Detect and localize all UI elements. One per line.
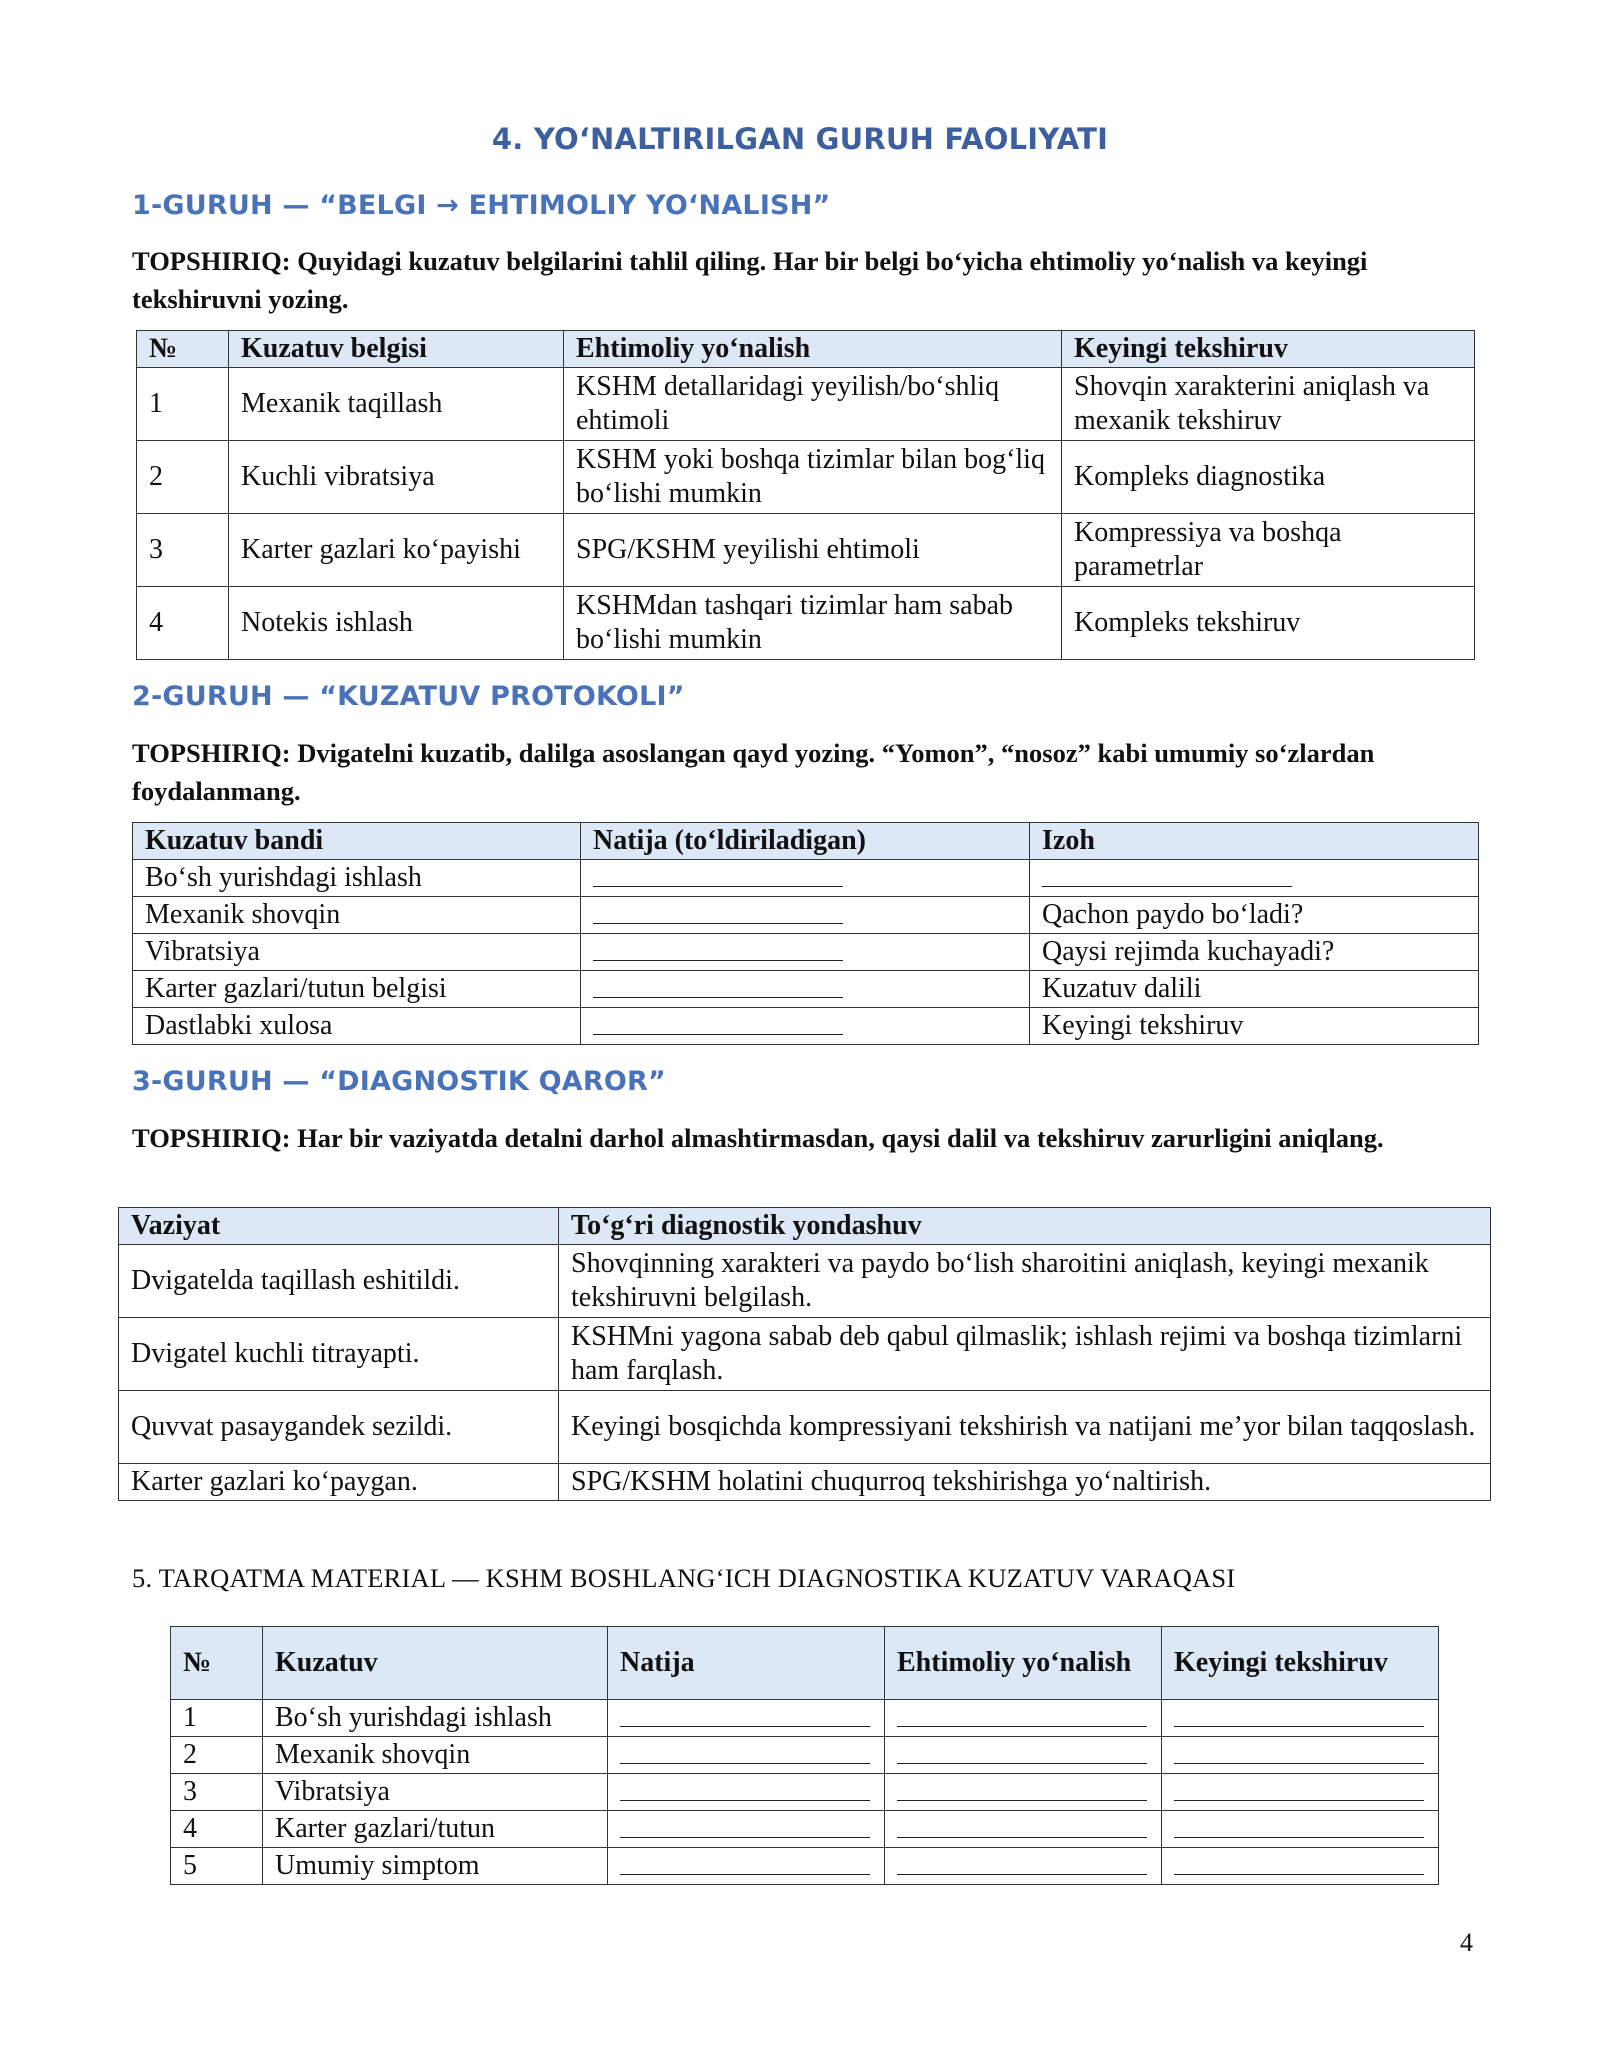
table-cell: SPG/KSHM holatini chuqurroq tekshirishga yo‘naltirish. [559, 1464, 1491, 1501]
table-row [171, 1700, 1439, 1737]
table-header-row [119, 1208, 1491, 1245]
group-1-table [136, 330, 1475, 660]
table-cell: Shovqin xarakterini aniqlash va mexanik tekshiruv [1062, 368, 1475, 441]
table-cell: Kompleks tekshiruv [1062, 587, 1475, 660]
task-label: TOPSHIRIQ: [132, 1123, 291, 1153]
table-cell: KSHMdan tashqari tizimlar ham sabab bo‘lishi mumkin [564, 587, 1062, 660]
table-cell: Karter gazlari ko‘payishi [229, 514, 564, 587]
blank-field[interactable] [581, 934, 1030, 971]
table-cell: 1 [137, 368, 229, 441]
column-header: Keyingi tekshiruv [1162, 1627, 1439, 1700]
table-cell: Kompressiya va boshqa parametrlar [1062, 514, 1475, 587]
blank-field[interactable] [608, 1700, 885, 1737]
table-cell: Karter gazlari ko‘paygan. [119, 1464, 559, 1501]
table-cell: 2 [171, 1737, 263, 1774]
blank-field[interactable] [581, 971, 1030, 1008]
table-cell: Kuchli vibratsiya [229, 441, 564, 514]
table-row [119, 1391, 1491, 1464]
task-label: TOPSHIRIQ: [132, 738, 291, 768]
table-cell: Bo‘sh yurishdagi ishlash [133, 860, 581, 897]
task-text: Dvigatelni kuzatib, dalilga asoslangan qayd yozing. “Yomon”, “nosoz” kabi umumiy so‘zlardan foydalanmang. [132, 738, 1375, 806]
section-5-table [170, 1626, 1439, 1885]
table-cell: Mexanik taqillash [229, 368, 564, 441]
table-cell: KSHM yoki boshqa tizimlar bilan bog‘liq bo‘lishi mumkin [564, 441, 1062, 514]
table-row [171, 1774, 1439, 1811]
table-cell: Notekis ishlash [229, 587, 564, 660]
table-cell: Kuzatuv dalili [1030, 971, 1479, 1008]
table-cell: Dvigatelda taqillash eshitildi. [119, 1245, 559, 1318]
table-cell: Quvvat pasaygandek sezildi. [119, 1391, 559, 1464]
blank-field[interactable] [885, 1737, 1162, 1774]
column-header: Natija (to‘ldiriladigan) [581, 823, 1030, 860]
column-header: № [171, 1627, 263, 1700]
table-row [137, 441, 1475, 514]
table-cell: Vibratsiya [133, 934, 581, 971]
table-row [119, 1245, 1491, 1318]
table-cell: Dastlabki xulosa [133, 1008, 581, 1045]
table-row [133, 897, 1479, 934]
table-cell: Qachon paydo bo‘ladi? [1030, 897, 1479, 934]
task-label: TOPSHIRIQ: [132, 246, 291, 276]
table-cell: Qaysi rejimda kuchayadi? [1030, 934, 1479, 971]
table-cell: 2 [137, 441, 229, 514]
table-cell: KSHMni yagona sabab deb qabul qilmaslik; ishlash rejimi va boshqa tizimlarni ham farqlash. [559, 1318, 1491, 1391]
column-header: Vaziyat [119, 1208, 559, 1245]
table-row [119, 1464, 1491, 1501]
column-header: Keyingi tekshiruv [1062, 331, 1475, 368]
table-cell: Bo‘sh yurishdagi ishlash [263, 1700, 608, 1737]
table-cell: KSHM detallaridagi yeyilish/bo‘shliq ehtimoli [564, 368, 1062, 441]
table-header-row [137, 331, 1475, 368]
table-cell: 1 [171, 1700, 263, 1737]
blank-field[interactable] [1162, 1737, 1439, 1774]
table-cell: Karter gazlari/tutun belgisi [133, 971, 581, 1008]
task-text: Har bir vaziyatda detalni darhol almashtirmasdan, qaysi dalil va tekshiruv zarurligini aniqlang. [290, 1123, 1384, 1153]
blank-field[interactable] [608, 1811, 885, 1848]
table-cell: Umumiy simptom [263, 1848, 608, 1885]
blank-field[interactable] [1030, 860, 1479, 897]
group-2-title: 2-GURUH — “KUZATUV PROTOKOLI” [132, 681, 685, 712]
table-cell: Kompleks diagnostika [1062, 441, 1475, 514]
table-cell: 4 [171, 1811, 263, 1848]
column-header: Kuzatuv [263, 1627, 608, 1700]
table-cell: Karter gazlari/tutun [263, 1811, 608, 1848]
blank-field[interactable] [1162, 1848, 1439, 1885]
group-1-title: 1-GURUH — “BELGI → EHTIMOLIY YO‘NALISH” [132, 190, 831, 221]
table-cell: Keyingi tekshiruv [1030, 1008, 1479, 1045]
group-3-table [118, 1207, 1491, 1501]
table-cell: 3 [137, 514, 229, 587]
table-row [171, 1811, 1439, 1848]
blank-field[interactable] [885, 1774, 1162, 1811]
table-cell: Keyingi bosqichda kompressiyani tekshirish va natijani me’yor bilan taqqoslash. [559, 1391, 1491, 1464]
column-header: To‘g‘ri diagnostik yondashuv [559, 1208, 1491, 1245]
table-row [171, 1848, 1439, 1885]
table-row [133, 971, 1479, 1008]
table-row [133, 860, 1479, 897]
section-5-title: 5. TARQATMA MATERIAL — KSHM BOSHLANG‘ICH DIAGNOSTIKA KUZATUV VARAQASI [132, 1563, 1236, 1593]
table-header-row [133, 823, 1479, 860]
group-3-title: 3-GURUH — “DIAGNOSTIK QAROR” [132, 1066, 666, 1097]
page-number: 4 [1460, 1928, 1473, 1957]
table-cell: SPG/KSHM yeyilishi ehtimoli [564, 514, 1062, 587]
blank-field[interactable] [1162, 1774, 1439, 1811]
blank-field[interactable] [581, 897, 1030, 934]
table-header-row [171, 1627, 1439, 1700]
column-header: Natija [608, 1627, 885, 1700]
column-header: Kuzatuv belgisi [229, 331, 564, 368]
table-cell: 5 [171, 1848, 263, 1885]
table-cell: Mexanik shovqin [133, 897, 581, 934]
blank-field[interactable] [885, 1848, 1162, 1885]
column-header: № [137, 331, 229, 368]
group-2-table [132, 822, 1479, 1045]
group-2-task [132, 734, 1472, 810]
table-cell: Mexanik shovqin [263, 1737, 608, 1774]
blank-field[interactable] [608, 1848, 885, 1885]
blank-field[interactable] [885, 1700, 1162, 1737]
table-cell: 3 [171, 1774, 263, 1811]
table-cell: Vibratsiya [263, 1774, 608, 1811]
group-3-task [132, 1119, 1472, 1157]
table-row [137, 368, 1475, 441]
column-header: Izoh [1030, 823, 1479, 860]
blank-field[interactable] [581, 1008, 1030, 1045]
table-cell: 4 [137, 587, 229, 660]
blank-field[interactable] [885, 1811, 1162, 1848]
task-text: Quyidagi kuzatuv belgilarini tahlil qiling. Har bir belgi bo‘yicha ehtimoliy yo‘nalish va keyingi tekshiruvni yozing. [132, 246, 1368, 314]
table-row [137, 587, 1475, 660]
section-4-title: 4. YO‘NALTIRILGAN GURUH FAOLIYATI [491, 122, 1109, 156]
table-cell: Shovqinning xarakteri va paydo bo‘lish sharoitini aniqlash, keyingi mexanik tekshiruvni belgilash. [559, 1245, 1491, 1318]
column-header: Kuzatuv bandi [133, 823, 581, 860]
column-header: Ehtimoliy yo‘nalish [885, 1627, 1162, 1700]
table-row [171, 1737, 1439, 1774]
blank-field[interactable] [608, 1737, 885, 1774]
table-row [133, 1008, 1479, 1045]
column-header: Ehtimoliy yo‘nalish [564, 331, 1062, 368]
group-1-task [132, 242, 1472, 318]
table-row [137, 514, 1475, 587]
table-row [119, 1318, 1491, 1391]
blank-field[interactable] [608, 1774, 885, 1811]
table-cell: Dvigatel kuchli titrayapti. [119, 1318, 559, 1391]
blank-field[interactable] [1162, 1811, 1439, 1848]
blank-field[interactable] [1162, 1700, 1439, 1737]
table-row [133, 934, 1479, 971]
blank-field[interactable] [581, 860, 1030, 897]
